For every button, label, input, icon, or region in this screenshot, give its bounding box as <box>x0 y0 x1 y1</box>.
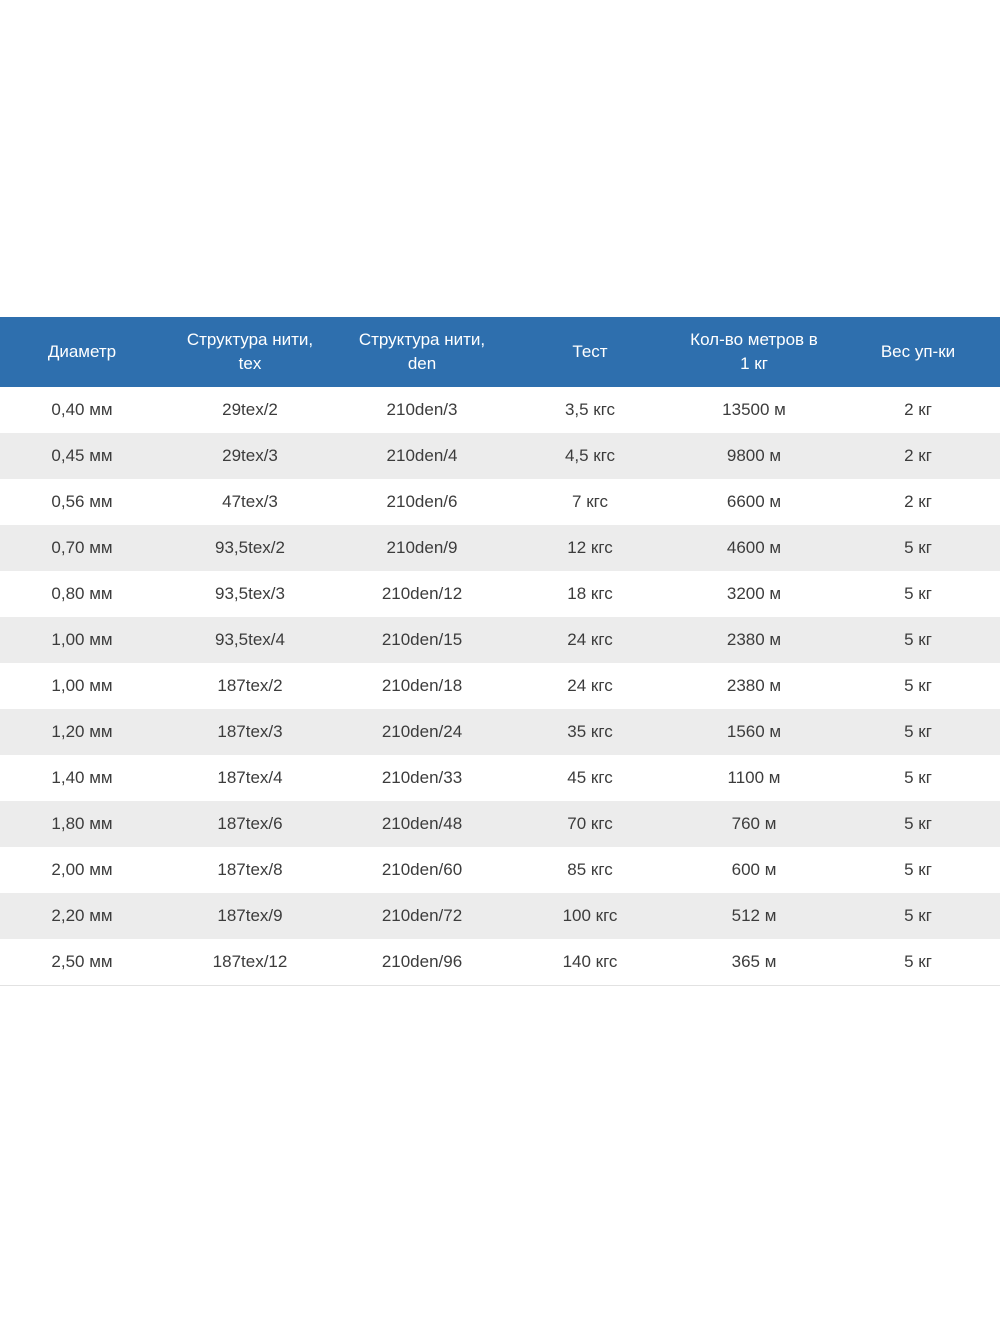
cell-meters-per-kg: 9800 м <box>672 433 836 479</box>
cell-structure-den: 210den/60 <box>336 847 508 893</box>
cell-structure-tex: 93,5tex/2 <box>164 525 336 571</box>
table-row <box>0 525 1000 571</box>
cell-diameter: 0,80 мм <box>0 571 164 617</box>
header-text-line: tex <box>238 354 262 373</box>
cell-structure-tex: 29tex/3 <box>164 433 336 479</box>
cell-package-weight: 5 кг <box>836 663 1000 709</box>
cell-structure-den: 210den/6 <box>336 479 508 525</box>
table-row <box>0 939 1000 985</box>
cell-package-weight: 5 кг <box>836 571 1000 617</box>
cell-diameter: 0,45 мм <box>0 433 164 479</box>
cell-test: 3,5 кгс <box>508 387 672 433</box>
table-row <box>0 663 1000 709</box>
cell-package-weight: 5 кг <box>836 617 1000 663</box>
cell-structure-tex: 93,5tex/4 <box>164 617 336 663</box>
header-text-line: Вес уп-ки <box>880 342 956 361</box>
cell-test: 85 кгс <box>508 847 672 893</box>
cell-structure-tex: 187tex/4 <box>164 755 336 801</box>
cell-test: 12 кгс <box>508 525 672 571</box>
table-row <box>0 571 1000 617</box>
cell-structure-tex: 93,5tex/3 <box>164 571 336 617</box>
cell-structure-den: 210den/24 <box>336 709 508 755</box>
cell-meters-per-kg: 4600 м <box>672 525 836 571</box>
cell-meters-per-kg: 512 м <box>672 893 836 939</box>
table-body <box>0 387 1000 985</box>
cell-meters-per-kg: 1560 м <box>672 709 836 755</box>
cell-meters-per-kg: 760 м <box>672 801 836 847</box>
table-header <box>0 317 1000 387</box>
cell-test: 24 кгс <box>508 617 672 663</box>
cell-test: 140 кгс <box>508 939 672 985</box>
cell-structure-den: 210den/3 <box>336 387 508 433</box>
header-row <box>0 317 1000 387</box>
cell-meters-per-kg: 6600 м <box>672 479 836 525</box>
cell-meters-per-kg: 600 м <box>672 847 836 893</box>
cell-structure-tex: 187tex/8 <box>164 847 336 893</box>
header-package-weight <box>836 317 1000 387</box>
table-row <box>0 801 1000 847</box>
cell-package-weight: 5 кг <box>836 709 1000 755</box>
table-row <box>0 893 1000 939</box>
cell-package-weight: 5 кг <box>836 525 1000 571</box>
header-text-line: den <box>407 354 437 373</box>
cell-test: 4,5 кгс <box>508 433 672 479</box>
cell-package-weight: 5 кг <box>836 893 1000 939</box>
cell-structure-tex: 187tex/12 <box>164 939 336 985</box>
header-structure-tex <box>164 317 336 387</box>
cell-structure-den: 210den/72 <box>336 893 508 939</box>
cell-meters-per-kg: 365 м <box>672 939 836 985</box>
cell-diameter: 2,50 мм <box>0 939 164 985</box>
cell-test: 35 кгс <box>508 709 672 755</box>
header-text-line: Структура нити, <box>358 330 486 349</box>
cell-test: 100 кгс <box>508 893 672 939</box>
cell-diameter: 1,80 мм <box>0 801 164 847</box>
cell-structure-tex: 187tex/2 <box>164 663 336 709</box>
header-text-line: Кол-во метров в <box>690 330 818 349</box>
cell-structure-tex: 47tex/3 <box>164 479 336 525</box>
header-structure-den <box>336 317 508 387</box>
cell-meters-per-kg: 3200 м <box>672 571 836 617</box>
cell-diameter: 0,40 мм <box>0 387 164 433</box>
cell-package-weight: 5 кг <box>836 939 1000 985</box>
spec-table <box>0 317 1000 986</box>
header-text-line: Диаметр <box>47 342 117 361</box>
cell-structure-tex: 187tex/9 <box>164 893 336 939</box>
cell-structure-den: 210den/9 <box>336 525 508 571</box>
header-text-line: 1 кг <box>740 354 768 373</box>
cell-meters-per-kg: 2380 м <box>672 617 836 663</box>
cell-structure-den: 210den/4 <box>336 433 508 479</box>
header-test <box>508 317 672 387</box>
cell-diameter: 1,20 мм <box>0 709 164 755</box>
header-text-line: Тест <box>572 342 608 361</box>
cell-structure-tex: 29tex/2 <box>164 387 336 433</box>
cell-diameter: 2,00 мм <box>0 847 164 893</box>
cell-meters-per-kg: 2380 м <box>672 663 836 709</box>
cell-diameter: 1,00 мм <box>0 617 164 663</box>
cell-structure-den: 210den/15 <box>336 617 508 663</box>
cell-diameter: 1,40 мм <box>0 755 164 801</box>
cell-test: 7 кгс <box>508 479 672 525</box>
cell-package-weight: 2 кг <box>836 479 1000 525</box>
header-text-line: Структура нити, <box>186 330 314 349</box>
cell-package-weight: 5 кг <box>836 847 1000 893</box>
cell-structure-tex: 187tex/6 <box>164 801 336 847</box>
cell-structure-tex: 187tex/3 <box>164 709 336 755</box>
cell-diameter: 1,00 мм <box>0 663 164 709</box>
cell-test: 45 кгс <box>508 755 672 801</box>
cell-test: 18 кгс <box>508 571 672 617</box>
header-meters-per-kg <box>672 317 836 387</box>
table-row <box>0 387 1000 433</box>
cell-package-weight: 5 кг <box>836 755 1000 801</box>
cell-test: 24 кгс <box>508 663 672 709</box>
table-row <box>0 617 1000 663</box>
cell-test: 70 кгс <box>508 801 672 847</box>
table-row <box>0 755 1000 801</box>
cell-meters-per-kg: 13500 м <box>672 387 836 433</box>
header-diameter <box>0 317 164 387</box>
cell-package-weight: 5 кг <box>836 801 1000 847</box>
cell-structure-den: 210den/33 <box>336 755 508 801</box>
table-row <box>0 709 1000 755</box>
cell-structure-den: 210den/96 <box>336 939 508 985</box>
cell-structure-den: 210den/12 <box>336 571 508 617</box>
cell-structure-den: 210den/48 <box>336 801 508 847</box>
cell-meters-per-kg: 1100 м <box>672 755 836 801</box>
table-row <box>0 847 1000 893</box>
cell-diameter: 0,56 мм <box>0 479 164 525</box>
table-row <box>0 479 1000 525</box>
cell-diameter: 2,20 мм <box>0 893 164 939</box>
cell-package-weight: 2 кг <box>836 433 1000 479</box>
table-row <box>0 433 1000 479</box>
cell-structure-den: 210den/18 <box>336 663 508 709</box>
cell-diameter: 0,70 мм <box>0 525 164 571</box>
cell-package-weight: 2 кг <box>836 387 1000 433</box>
